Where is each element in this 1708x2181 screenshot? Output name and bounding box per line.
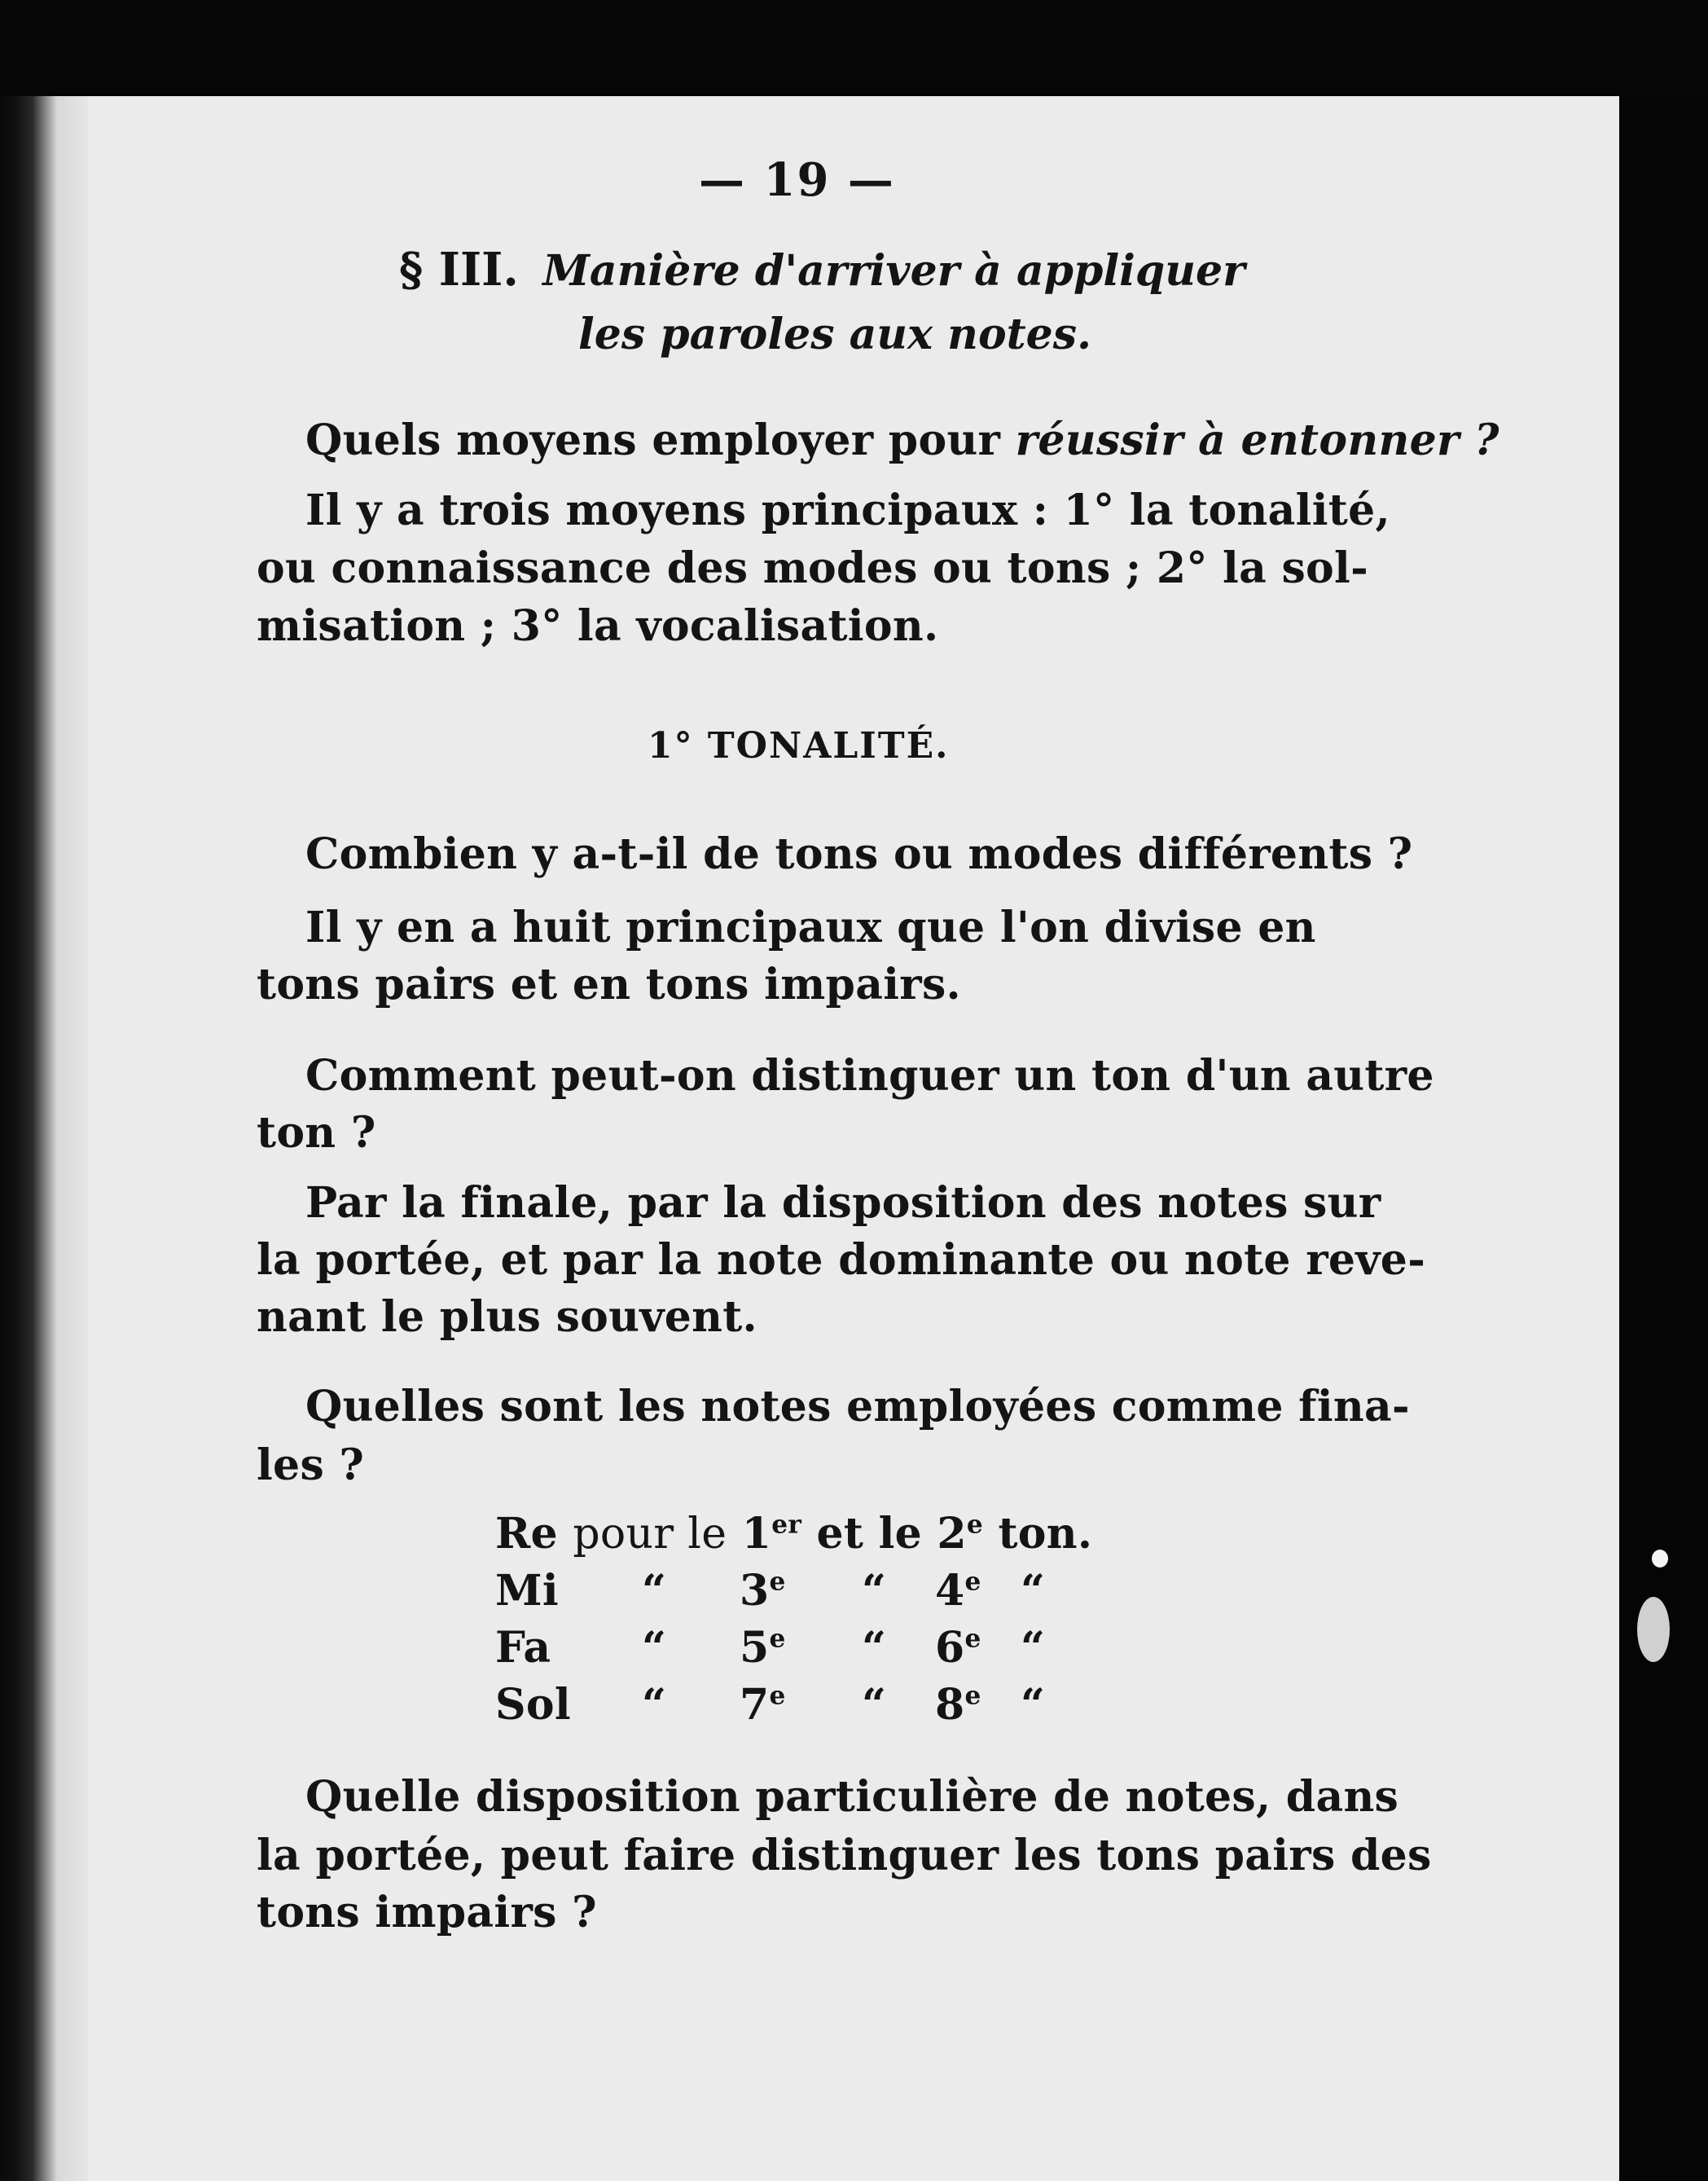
right-margin-border (1619, 96, 1708, 2181)
note-mi: Mi (495, 1566, 559, 1616)
question-finals-line1: Quelles sont les notes employées comme fina- (305, 1382, 1410, 1431)
section-title-line2: les paroles aux notes. (578, 310, 1092, 359)
section-heading (399, 243, 1245, 297)
question-distinguish-line1: Comment peut-on distinguer un ton d'un autre (305, 1051, 1434, 1101)
et-le: et le (816, 1509, 923, 1559)
ditto: “ (642, 1566, 667, 1616)
answer-modes-line1: Il y en a huit principaux que l'on divise en (305, 903, 1316, 952)
ditto: “ (1021, 1680, 1046, 1730)
tone-1-sup: er (771, 1510, 802, 1540)
tone-number: 7e (740, 1680, 786, 1730)
ditto: “ (642, 1623, 667, 1673)
tone-number: 5e (740, 1623, 786, 1673)
answer-means-line1: Il y a trois moyens principaux : 1° la tonalité, (305, 486, 1390, 535)
answer-distinguish-line2: la portée, et par la note dominante ou note reve- (257, 1235, 1426, 1285)
tone-number: 3e (740, 1566, 786, 1616)
question-means-italic: réussir à entonner ? (1015, 416, 1499, 465)
subheading-tonality: 1° TONALITÉ. (648, 725, 950, 767)
tone-number: 6e (935, 1623, 981, 1673)
ditto: “ (642, 1680, 667, 1730)
finals-row-sol (495, 1680, 1065, 1732)
book-spine (0, 96, 88, 2181)
answer-means-line3: misation ; 3° la vocalisation. (257, 601, 939, 651)
answer-distinguish-line1: Par la finale, par la disposition des notes sur (305, 1178, 1381, 1228)
ditto: “ (1021, 1566, 1046, 1616)
finals-row-fa (495, 1623, 1065, 1675)
tone-number: 4e (935, 1566, 981, 1616)
finals-row-mi (495, 1566, 1065, 1618)
section-marker: § III. (399, 243, 519, 297)
finals-row-re (495, 1509, 1092, 1559)
question-disposition-line1: Quelle disposition particulière de notes, dans (305, 1772, 1399, 1822)
question-modes-count: Combien y a-t-il de tons ou modes différents ? (305, 829, 1413, 879)
note-re: Re (495, 1509, 558, 1559)
answer-means-line2: ou connaissance des modes ou tons ; 2° la sol- (257, 543, 1368, 593)
question-finals-line2: les ? (257, 1440, 365, 1490)
page-number: — 19 — (699, 153, 895, 207)
ditto: “ (1021, 1623, 1046, 1673)
answer-distinguish-line3: nant le plus souvent. (257, 1292, 757, 1342)
pour-le: pour le (573, 1510, 727, 1559)
question-disposition-line3: tons impairs ? (257, 1888, 597, 1937)
note-sol: Sol (495, 1680, 571, 1730)
question-means-plain: Quels moyens employer pour (305, 416, 1001, 465)
question-means (305, 416, 1499, 465)
question-distinguish-line2: ton ? (257, 1108, 376, 1158)
tone-1: 1 (741, 1509, 772, 1559)
tone-number: 8e (935, 1680, 981, 1730)
ton-word: ton. (998, 1509, 1093, 1559)
question-disposition-line2: la portée, peut faire distinguer les tons pairs des (257, 1831, 1432, 1880)
ditto: “ (862, 1680, 887, 1730)
tone-2-sup: e (966, 1510, 984, 1540)
ditto: “ (862, 1566, 887, 1616)
edge-speck (1652, 1550, 1668, 1568)
note-fa: Fa (495, 1623, 551, 1673)
tone-2: 2 (937, 1509, 967, 1559)
answer-modes-line2: tons pairs et en tons impairs. (257, 960, 961, 1009)
ditto: “ (862, 1623, 887, 1673)
edge-glare (1637, 1597, 1670, 1662)
section-title-line1: Manière d'arriver à appliquer (542, 246, 1245, 296)
